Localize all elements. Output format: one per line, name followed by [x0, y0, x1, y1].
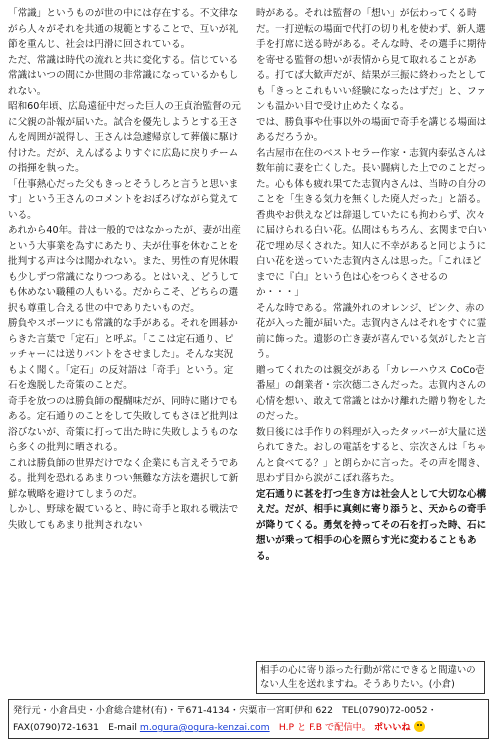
footer-address-line: 発行元・小倉昌史・小倉総合建材(有)・〒671-4134・宍粟市一宮町伊和 622 TEL(0790)72-0052・ [13, 705, 437, 716]
paragraph: 時がある。それは監督の「想い」が伝わってくる時だ。一打逆転の場面で代打の切り札を使わず、新人選手を打席に送る時がある。そんな時、その選手に期待を寄せる監督の想いが表情から見て取れることがある。打てば大歓声だが、結果が三振に終わったとしても「きっとこれもいい経験になったはずだ」と、ファンも温かい目で受け止めたくなる。 [256, 8, 487, 112]
newsletter-page [8, 6, 489, 736]
paragraph: そんな時である。常識外れのオレンジ、ピンク、赤の花が入った籠が届いた。志賀内さんはそれをすぐに霊前に飾った。遺影の亡き妻が喜んでいる気がしたと言う。 [256, 302, 487, 360]
smile-emoji-icon [414, 721, 425, 732]
editor-comment-text: 相手の心に寄り添った行動が常にできると間違いのない人生を送れますね。そうありたい。(小倉) [260, 665, 476, 690]
email-link[interactable]: m.ogura@ogura-kenzai.com [139, 722, 270, 733]
paragraph: 勝負やスポーツにも常識的な手がある。それを囲碁からきた言葉で「定石」と呼ぶ。「ここは定石通り、ピッチャーには送りバントをさせました」。そんな実況もよく聞く。「定石」の反対語は「奇手」という。定石を逸脱した奇策のことだ。 [8, 318, 238, 391]
paragraph: ただ、常識は時代の流れと共に変化する。信じている常識はいつの間にか世間の非常識になっているかもしれない。 [8, 54, 239, 97]
like-text: ポいいね [373, 722, 411, 733]
paragraph: 「仕事熱心だった父もきっとそうしろと言うと思います」という王さんのコメントをおぼろげながら覚えている。 [8, 178, 239, 221]
footer-distribution-note: H.P と F.B で配信中。 [269, 722, 371, 733]
footer-fax: FAX(0790)72-1631 E-mail [13, 722, 140, 733]
paragraph: 贈ってくれたのは親交がある「カレーハウス CoCo壱番屋」の創業者・宗次德二さんだった。志賀内さんの心情を想い、敢えて常識とはかけ離れた贈り物をしたのだった。 [256, 364, 487, 422]
paragraph: 昭和60年頃、広島遠征中だった巨人の王貞治監督の元に父親の訃報が届いた。試合を優先しようとする王さんを周囲が説得し、王さんは急遽帰京して葬儀に駆け付けた。だが、えんぱるよりすぐに広島に戻りチームの指揮を執った。 [8, 101, 241, 174]
paragraph: あれから40年。昔は一般的ではなかったが、妻が出産という大事業を為すにあたり、夫が仕事を休むことを批判する声は今は聞かれない。また、男性の育児休暇も少しずつ常識になりつつある。とはいえ、どうしても休めない職種の人もいる。だからこそ、どちらの選択も尊重し合える世の中でありたいものだ。 [8, 225, 241, 314]
paragraph: しかし、野球を観ていると、時に奇手と取れる戦法で失敗してもあまり批判されない [8, 504, 239, 531]
editor-comment-box [256, 661, 485, 694]
paragraph: 数日後には手作りの料理が入ったタッパーが大量に送られてきた。おしの電話をすると、宗次さんは「ちゃんと食べてる？」と朗らかに言った。その声を聞き、思わず目から涙がこぼれ落ちた。 [256, 426, 487, 484]
publisher-footer [8, 699, 489, 739]
paragraph: 名古屋市在住のベストセラー作家・志賀内泰弘さんは数年前に妻を亡くした。長い闘病した上でのことだった。心も体も疲れ果てた志賀内さんは、当時の自分のことを「生きる気力を無くした廃人だった」と語る。香典やお供えなどは辞退していたにも拘わらず、次々に届けられる白い花。仏間はもちろん、玄関まで白い花で埋め尽くされた。知人に不幸があると同じように白い花を送っていた志賀内さんは思った。「これほどまでに『白』という色は心をつらくさせるのか・・・」 [256, 147, 487, 298]
footer-contact-line [13, 719, 484, 736]
paragraph: これは勝負師の世界だけでなく企業にも言えそうである。批判を恐れるあまりつい無難な方法を選択して新鮮な戦略を避けてしまうのだ。 [8, 457, 239, 500]
paragraph: では、勝負事や仕事以外の場面で奇手を講じる場面はあるだろうか。 [256, 116, 487, 143]
conclusion-paragraph: 定石通りに甚を打つ生き方は社会人として大切な心構えだ。だが、相手に真剣に寄り添うと、天からの奇手が降りてくる。勇気を持ってその石を打った時、石に想いが乗って相手の心を照らす光に変わることもある。 [256, 488, 487, 562]
article-left-column [8, 6, 241, 533]
article-right-column [256, 6, 489, 564]
paragraph: 「常識」というものが世の中には存在する。不文律ながら人々がそれを共通の規範とすることで、互いが礼節を重んじ、社会は円滑に回されている。 [8, 8, 239, 50]
paragraph: 奇手を放つのは勝負師の醍醐味だが、同時に賭けでもある。定石通りのことをして失敗してもさほど批判は浴びないが、奇策に打って出た時に失敗しようものなら多くの批判に晒される。 [8, 395, 239, 453]
